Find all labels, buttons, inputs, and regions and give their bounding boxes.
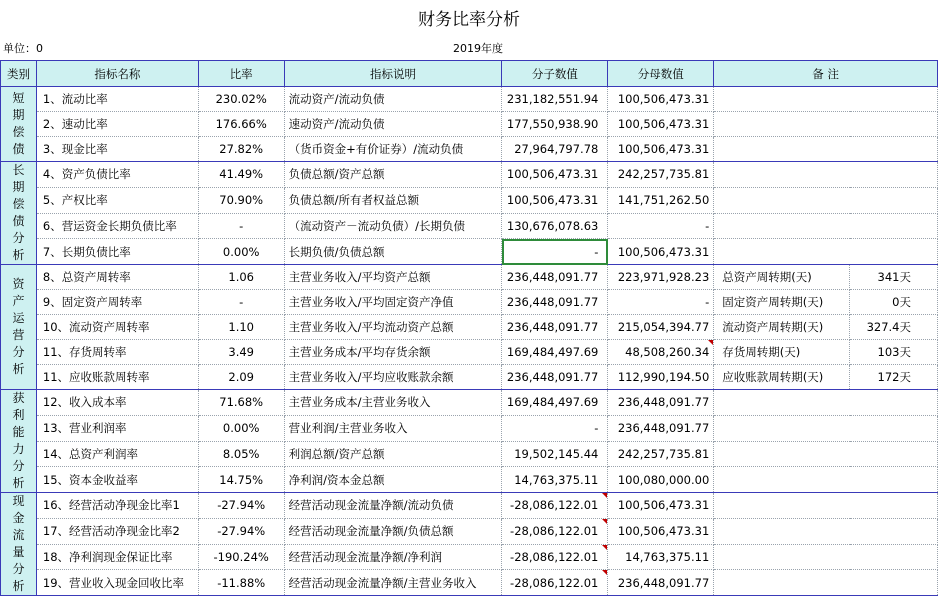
comment-marker-icon[interactable]: [602, 545, 607, 550]
category-label: 获利能力分析: [12, 391, 25, 490]
comment-marker-icon[interactable]: [602, 519, 607, 524]
ratio-cell[interactable]: 27.82%: [198, 137, 284, 162]
numerator-cell[interactable]: 19,502,145.44: [502, 441, 608, 467]
notes-cell[interactable]: [714, 87, 938, 112]
metric-name[interactable]: 16、经营活动净现金比率1: [36, 493, 198, 519]
table-row: [1, 340, 938, 365]
ratio-cell[interactable]: 71.68%: [198, 390, 284, 416]
category-cell[interactable]: [1, 87, 37, 162]
metric-name[interactable]: 2、速动比率: [36, 112, 198, 137]
description-cell[interactable]: 经营活动现金流量净额/流动负债: [284, 493, 502, 519]
description-cell[interactable]: 经营活动现金流量净额/负债总额: [284, 518, 502, 544]
metric-name[interactable]: 10、流动资产周转率: [36, 315, 198, 340]
numerator-cell[interactable]: 130,676,078.63: [502, 213, 608, 239]
numerator-value: -28,086,122.01: [510, 524, 599, 539]
header-name[interactable]: 指标名称: [36, 61, 198, 87]
description-cell[interactable]: 经营活动现金流量净额/净利润: [284, 544, 502, 570]
denominator-cell[interactable]: 100,506,473.31: [608, 87, 714, 112]
table-row: [1, 544, 938, 570]
numerator-value: -28,086,122.01: [510, 498, 599, 513]
table-row: [1, 570, 938, 596]
metric-name[interactable]: 18、净利润现金保证比率: [36, 544, 198, 570]
numerator-cell[interactable]: 231,182,551.94: [502, 87, 608, 112]
table-row: [1, 315, 938, 340]
ratio-cell[interactable]: 14.75%: [198, 467, 284, 493]
table-row: [1, 467, 938, 493]
denominator-cell[interactable]: [608, 340, 714, 365]
ratio-cell[interactable]: -: [198, 290, 284, 315]
metric-name[interactable]: 6、营运资金长期负债比率: [36, 213, 198, 239]
denominator-cell[interactable]: 215,054,394.77: [608, 315, 714, 340]
header-row: [1, 61, 938, 87]
note-value[interactable]: 172天: [850, 365, 938, 390]
note-label[interactable]: 流动资产周转期(天): [714, 315, 850, 340]
header-ratio[interactable]: 比率: [198, 61, 284, 87]
table-row: [1, 187, 938, 213]
description-cell[interactable]: 主营业务收入/平均资产总额: [284, 265, 502, 290]
metric-name[interactable]: 5、产权比率: [36, 187, 198, 213]
table-row: [1, 415, 938, 441]
description-cell[interactable]: 主营业务收入/平均应收账款余额: [284, 365, 502, 390]
note-label[interactable]: 应收账款周转期(天): [714, 365, 850, 390]
table-row: [1, 365, 938, 390]
metric-name[interactable]: 13、营业利润率: [36, 415, 198, 441]
metric-name[interactable]: 11、存货周转率: [36, 340, 198, 365]
description-cell[interactable]: （流动资产－流动负债）/长期负债: [284, 213, 502, 239]
numerator-cell[interactable]: 236,448,091.77: [502, 365, 608, 390]
table-row: [1, 162, 938, 188]
metric-name[interactable]: 9、固定资产周转率: [36, 290, 198, 315]
notes-cell[interactable]: [714, 213, 938, 239]
numerator-cell[interactable]: 236,448,091.77: [502, 290, 608, 315]
metric-name[interactable]: 11、应收账款周转率: [36, 365, 198, 390]
description-cell[interactable]: 主营业务成本/主营业务收入: [284, 390, 502, 416]
category-cell[interactable]: [1, 493, 37, 596]
table-row: [1, 213, 938, 239]
ratio-cell[interactable]: -11.88%: [198, 570, 284, 596]
description-cell[interactable]: 负债总额/资产总额: [284, 162, 502, 188]
table-row: [1, 390, 938, 416]
description-cell[interactable]: 速动资产/流动负债: [284, 112, 502, 137]
note-label[interactable]: 总资产周转期(天): [714, 265, 850, 290]
notes-cell[interactable]: [714, 441, 938, 467]
comment-marker-icon[interactable]: [708, 340, 713, 345]
ratio-cell[interactable]: 0.00%: [198, 239, 284, 265]
table-row: [1, 290, 938, 315]
year-label: 2019年度: [453, 42, 503, 55]
denominator-cell[interactable]: 242,257,735.81: [608, 441, 714, 467]
metric-name[interactable]: 8、总资产周转率: [36, 265, 198, 290]
denominator-cell[interactable]: 242,257,735.81: [608, 162, 714, 188]
table-row: [1, 112, 938, 137]
denominator-cell[interactable]: 100,506,473.31: [608, 518, 714, 544]
notes-cell[interactable]: [714, 518, 938, 544]
denominator-cell[interactable]: 141,751,262.50: [608, 187, 714, 213]
header-category[interactable]: 类别: [1, 61, 37, 87]
numerator-cell[interactable]: [502, 544, 608, 570]
denominator-cell[interactable]: 100,506,473.31: [608, 239, 714, 265]
table-row: [1, 137, 938, 162]
category-label: 资产运营分析: [12, 277, 25, 376]
notes-cell[interactable]: [714, 162, 938, 188]
description-cell[interactable]: 净利润/资本金总额: [284, 467, 502, 493]
ratio-table: [0, 60, 938, 596]
notes-cell[interactable]: [714, 187, 938, 213]
header-desc[interactable]: 指标说明: [284, 61, 502, 87]
numerator-cell[interactable]: 236,448,091.77: [502, 315, 608, 340]
numerator-cell[interactable]: 236,448,091.77: [502, 265, 608, 290]
sheet-title: 财务比率分析: [418, 10, 520, 30]
denominator-cell[interactable]: 100,506,473.31: [608, 493, 714, 519]
header-notes[interactable]: 备 注: [714, 61, 938, 87]
denominator-cell[interactable]: 100,080,000.00: [608, 467, 714, 493]
ratio-cell[interactable]: 8.05%: [198, 441, 284, 467]
numerator-cell[interactable]: 177,550,938.90: [502, 112, 608, 137]
ratio-cell[interactable]: 70.90%: [198, 187, 284, 213]
denominator-cell[interactable]: 14,763,375.11: [608, 544, 714, 570]
numerator-cell[interactable]: 100,506,473.31: [502, 187, 608, 213]
ratio-cell[interactable]: 41.49%: [198, 162, 284, 188]
description-cell[interactable]: 主营业务成本/平均存货余额: [284, 340, 502, 365]
notes-cell[interactable]: [714, 467, 938, 493]
metric-name[interactable]: 1、流动比率: [36, 87, 198, 112]
denominator-cell[interactable]: 100,506,473.31: [608, 137, 714, 162]
numerator-cell[interactable]: 169,484,497.69: [502, 340, 608, 365]
denominator-value: 48,508,260.34: [625, 345, 710, 359]
table-row: [1, 239, 938, 265]
numerator-cell[interactable]: 27,964,797.78: [502, 137, 608, 162]
description-cell[interactable]: 流动资产/流动负债: [284, 87, 502, 112]
category-cell[interactable]: [1, 390, 37, 493]
numerator-cell[interactable]: [502, 493, 608, 519]
ratio-cell[interactable]: -: [198, 213, 284, 239]
numerator-cell[interactable]: 14,763,375.11: [502, 467, 608, 493]
header-denominator[interactable]: 分母数值: [608, 61, 714, 87]
notes-cell[interactable]: [714, 239, 938, 265]
denominator-cell[interactable]: -: [608, 213, 714, 239]
numerator-value: -28,086,122.01: [510, 549, 599, 564]
note-label[interactable]: 存货周转期(天): [714, 340, 850, 365]
category-label: 短期偿债: [12, 91, 25, 156]
comment-marker-icon[interactable]: [602, 570, 607, 575]
numerator-cell[interactable]: 100,506,473.31: [502, 162, 608, 188]
denominator-cell[interactable]: -: [608, 290, 714, 315]
notes-cell[interactable]: [714, 570, 938, 596]
description-cell[interactable]: 经营活动现金流量净额/主营业务收入: [284, 570, 502, 596]
table-row: [1, 493, 938, 519]
category-label: 现金流量分析: [12, 494, 25, 593]
table-row: [1, 518, 938, 544]
metric-name[interactable]: 4、资产负债比率: [36, 162, 198, 188]
category-cell[interactable]: [1, 162, 37, 265]
table-row: [1, 87, 938, 112]
ratio-cell[interactable]: 2.09: [198, 365, 284, 390]
notes-cell[interactable]: [714, 544, 938, 570]
note-value[interactable]: 327.4天: [850, 315, 938, 340]
numerator-value: -28,086,122.01: [510, 575, 599, 590]
description-cell[interactable]: （货币资金+有价证券）/流动负债: [284, 137, 502, 162]
ratio-cell[interactable]: 230.02%: [198, 87, 284, 112]
metric-name[interactable]: 14、总资产利润率: [36, 441, 198, 467]
table-row: [1, 265, 938, 290]
denominator-cell[interactable]: 112,990,194.50: [608, 365, 714, 390]
unit-label: 单位：0: [3, 42, 43, 55]
numerator-cell[interactable]: [502, 570, 608, 596]
notes-cell[interactable]: [714, 112, 938, 137]
category-label: 长期偿债分析: [12, 163, 25, 262]
denominator-cell[interactable]: 236,448,091.77: [608, 390, 714, 416]
numerator-cell[interactable]: 169,484,497.69: [502, 390, 608, 416]
ratio-cell[interactable]: 0.00%: [198, 415, 284, 441]
note-label[interactable]: 固定资产周转期(天): [714, 290, 850, 315]
notes-cell[interactable]: [714, 415, 938, 441]
ratio-cell[interactable]: -27.94%: [198, 493, 284, 519]
denominator-cell[interactable]: 236,448,091.77: [608, 415, 714, 441]
description-cell[interactable]: 负债总额/所有者权益总额: [284, 187, 502, 213]
header-numerator[interactable]: 分子数值: [502, 61, 608, 87]
metric-name[interactable]: 3、现金比率: [36, 137, 198, 162]
ratio-cell[interactable]: 1.10: [198, 315, 284, 340]
metric-name[interactable]: 19、营业收入现金回收比率: [36, 570, 198, 596]
metric-name[interactable]: 17、经营活动净现金比率2: [36, 518, 198, 544]
description-cell[interactable]: 主营业务收入/平均固定资产净值: [284, 290, 502, 315]
notes-cell[interactable]: [714, 390, 938, 416]
metric-name[interactable]: 12、收入成本率: [36, 390, 198, 416]
note-value[interactable]: 103天: [850, 340, 938, 365]
metric-name[interactable]: 7、长期负债比率: [36, 239, 198, 265]
description-cell[interactable]: 主营业务收入/平均流动资产总额: [284, 315, 502, 340]
numerator-cell-selected[interactable]: -: [502, 239, 608, 265]
numerator-cell[interactable]: [502, 518, 608, 544]
metric-name[interactable]: 15、资本金收益率: [36, 467, 198, 493]
notes-cell[interactable]: [714, 137, 938, 162]
numerator-cell[interactable]: -: [502, 415, 608, 441]
description-cell[interactable]: 营业利润/主营业务收入: [284, 415, 502, 441]
denominator-cell[interactable]: 223,971,928.23: [608, 265, 714, 290]
comment-marker-icon[interactable]: [602, 493, 607, 498]
category-cell[interactable]: [1, 265, 37, 390]
description-cell[interactable]: 长期负债/负债总额: [284, 239, 502, 265]
ratio-cell[interactable]: 1.06: [198, 265, 284, 290]
denominator-cell[interactable]: 100,506,473.31: [608, 112, 714, 137]
note-value[interactable]: 341天: [850, 265, 938, 290]
ratio-cell[interactable]: -27.94%: [198, 518, 284, 544]
table-row: [1, 441, 938, 467]
note-value[interactable]: 0天: [850, 290, 938, 315]
notes-cell[interactable]: [714, 493, 938, 519]
ratio-cell[interactable]: -190.24%: [198, 544, 284, 570]
ratio-cell[interactable]: 176.66%: [198, 112, 284, 137]
denominator-cell[interactable]: 236,448,091.77: [608, 570, 714, 596]
ratio-cell[interactable]: 3.49: [198, 340, 284, 365]
description-cell[interactable]: 利润总额/资产总额: [284, 441, 502, 467]
